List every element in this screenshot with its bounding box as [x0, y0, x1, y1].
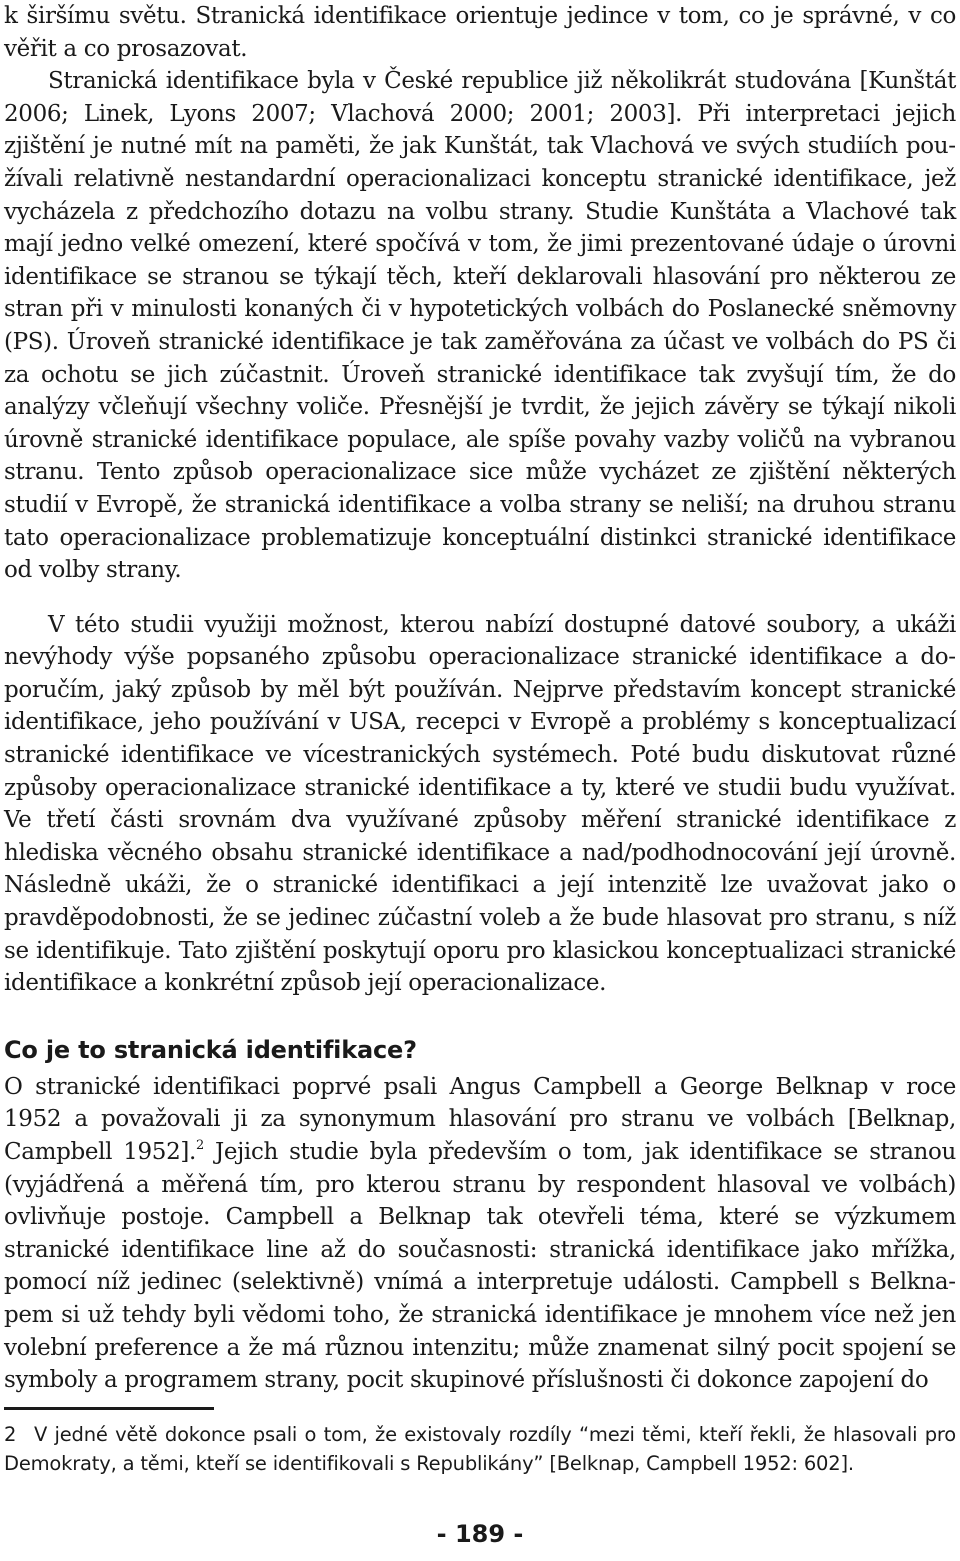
footnote-reference: 2	[195, 1138, 204, 1153]
paragraph-section-intro	[4, 1071, 956, 1397]
footnote-number: 2	[4, 1422, 17, 1446]
footnote	[4, 1420, 956, 1478]
paragraph-continuation: k širšímu světu. Stranická identifikace orientuje jedince v tom, co je správné, v co věřit a co prosazovat.	[4, 3, 956, 62]
paragraph-study-outline: V této studii využiji možnost, kterou nabízí dostupné datové soubory, a ukáži nevýhody výše popsaného způsobu operacionalizace stranické identifikace a doporučím, jaký způsob by měl být používán. Nejprve představím koncept stranické identifikace, jeho používání v USA, recepci v Evropě a problémy s konceptualizací stranické identifikace ve vícestranických systémech. Poté budu diskutovat různé způsoby operacionalizace stranické identifikace a ty, které ve studii budu využívat. Ve třetí části srovnám dva využívané způsoby měření stranické identifikace z hlediska věcného obsahu stranické identifikace a nad/podhodnocování její úrovně. Následně ukáži, že o stranické identifikaci a její intenzitě lze uvažovat jako o pravděpodobnosti, že se jedinec zúčastní voleb a že bude hlasovat pro stranu, s níž se identifikuje. Tato zjištění poskytují oporu pro klasickou konceptualizaci stranické identifikace a konkrétní způsob její operacionalizace.	[4, 611, 956, 997]
section-heading: Co je to stranická identifikace?	[4, 1035, 417, 1064]
document-page	[4, 0, 956, 1478]
paragraph-prior-research: Stranická identifikace byla v České republice již několikrát studována [Kunštát 2006; Linek, Lyons 2007; Vlachová 2000; 2001; 2003]. Při interpretaci jejich zjištění je nutné mít na paměti, že jak Kunštát, tak Vlachová ve svých studiích používali relativně nestandardní operacionalizaci konceptu stranické identifikace, jež vycházela z předchozího dotazu na volbu strany. Studie Kunštáta a Vlachové tak mají jedno velké omezení, které spočívá v tom, že jimi prezentované údaje o úrovni identifikace se stranou se týkají těch, kteří deklarovali hlasování pro některou ze stran při v minulosti konaných či v hypotetických volbách do Poslanecké sněmovny (PS). Úroveň stranické identifikace je tak zaměřována za účast ve volbách do PS či za ochotu se jich zúčastnit. Úroveň stranické identifikace tak zvyšují tím, že do analýzy včleňují všechny voliče. Přesnější je tvrdit, že jejich závěry se týkají nikoli úrovně stranické identifikace populace, ale spíše povahy vazby voličů na vybranou stranu. Tento způsob operacionalizace sice může vycházet ze zjištění některých studií v Evropě, že stranická identifikace a volba strany se neliší; na druhou stranu tato operacionalizace problematizuje konceptuální distinkci stranické identifikace od volby strany.	[4, 68, 956, 584]
footnote-separator	[4, 1407, 214, 1410]
section-text-before-note: O stranické identifikaci poprvé psali Angus Campbell a George Belknap v roce 1952 a považovali ji za synonymum hlasování pro stranu ve volbách [Belknap, Campbell 1952].	[4, 1073, 956, 1165]
section-text-after-note: Jejich studie byla především o tom, jak identifikace se stranou (vyjádřená a měřená tím, pro kterou stranu by respondent hlasoval ve volbách) ovlivňuje postoje. Campbell a Belknap tak otevřeli téma, které se výzkumem stranické identifikace line až do současnosti: stranická identifikace jako mřížka, pomocí níž jedinec (selektivně) vnímá a interpretuje události. Campbell s Belknapem si už tehdy byli vědomi toho, že stranická identifikace je mnohem více než jen volební preference a že má různou intenzitu; může znamenat silný pocit spojení se symboly a programem strany, pocit skupinové příslušnosti či dokonce zapojení do	[4, 1139, 956, 1394]
page-number: - 189 -	[436, 1520, 524, 1548]
footnote-text: V jedné větě dokonce psali o tom, že existovaly rozdíly “mezi těmi, kteří řekli, že hlasovali pro Demokraty, a těmi, kteří se identifikovali s Republikány” [Belknap, Campbell 1952: 602].	[4, 1422, 956, 1475]
